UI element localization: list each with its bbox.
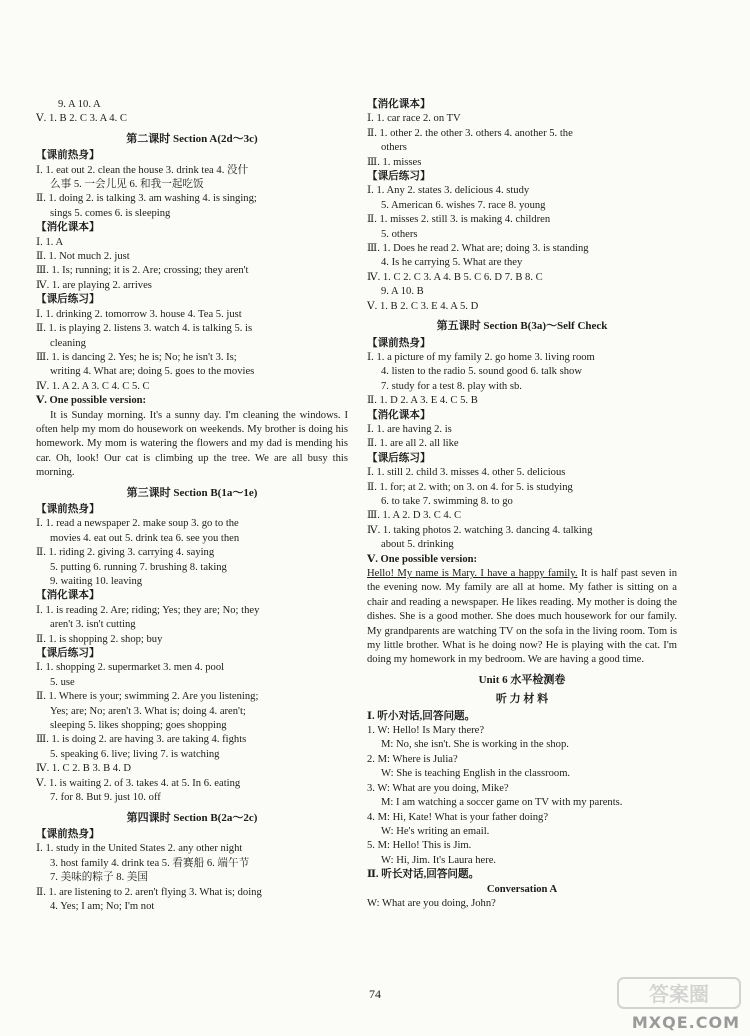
left-line: Ⅱ. 1. doing 2. is talking 3. am washing 4. is singing; <box>36 193 257 205</box>
watermark-text: 答案圈 <box>649 982 709 1006</box>
right-line: M: I am watching a soccer game on TV with my parents. <box>381 797 623 809</box>
right-line: Ⅲ. 1. Does he read 2. What are; doing 3. is standing <box>367 243 589 255</box>
left-line: Ⅰ. 1. drinking 2. tomorrow 3. house 4. Tea 5. just <box>36 308 242 320</box>
left-line: Ⅰ. 1. A <box>36 236 64 248</box>
right-line: about 5. drinking <box>381 539 454 551</box>
left-line: Ⅰ. 1. read a newspaper 2. make soup 3. go to the <box>36 518 239 530</box>
left-line: 第二课时 Section A(2d～3c) <box>126 132 258 145</box>
left-line: Ⅱ. 1. Where is your; swimming 2. Are you listening; <box>36 691 259 703</box>
left-line: sings 5. comes 6. is sleeping <box>50 207 171 219</box>
right-line: 【消化课本】 <box>367 409 431 421</box>
right-line: 5. others <box>381 228 418 240</box>
left-line: 【消化课本】 <box>36 590 100 602</box>
left-line: Ⅳ. 1. are playing 2. arrives <box>36 279 152 291</box>
right-line: 听 力 材 料 <box>495 693 549 706</box>
left-line: 9. A 10. A <box>58 99 101 110</box>
left-line: Ⅰ. 1. eat out 2. clean the house 3. drink tea 4. 没什 <box>36 164 249 176</box>
left-line: Ⅲ. 1. is doing 2. are having 3. are taking 4. fights <box>36 734 247 746</box>
right-line: 5. M: Hello! This is Jim. <box>367 840 472 852</box>
right-line: 4. listen to the radio 5. sound good 6. talk show <box>381 366 582 378</box>
left-line: Yes; are; No; aren't 3. What is; doing 4. aren't; <box>50 705 246 717</box>
left-line: 【消化课本】 <box>36 222 100 234</box>
right-line: Ⅱ. 1. are all 2. all like <box>367 438 459 450</box>
right-line: 【课后练习】 <box>367 452 431 464</box>
left-line: 第三课时 Section B(1a～1e) <box>126 486 258 499</box>
right-line: 6. to take 7. swimming 8. to go <box>381 495 513 507</box>
right-line: W: Hi, Jim. It's Laura here. <box>381 854 497 866</box>
right-line: 5. American 6. wishes 7. race 8. young <box>381 199 546 211</box>
left-line: Ⅱ. 1. Not much 2. just <box>36 251 130 263</box>
left-line: Ⅴ. One possible version: <box>36 395 147 407</box>
right-line: Ⅰ. 1. are having 2. is <box>367 423 452 435</box>
left-line: Ⅴ. 1. B 2. C 3. A 4. C <box>36 113 127 125</box>
left-line: Ⅱ. 1. riding 2. giving 3. carrying 4. saying <box>36 547 215 559</box>
left-line: sleeping 5. likes shopping; goes shopping <box>50 720 227 732</box>
right-line: 【消化课本】 <box>367 99 431 110</box>
right-line: Ⅱ. 1. D 2. A 3. E 4. C 5. B <box>367 395 478 407</box>
left-line: 【课后练习】 <box>36 294 100 306</box>
right-line: Ⅰ. 1. car race 2. on TV <box>367 113 461 125</box>
right-line: 4. M: Hi, Kate! What is your father doing? <box>367 811 549 823</box>
right-line: 7. study for a test 8. play with sb. <box>381 380 522 392</box>
right-line: 【课后练习】 <box>367 171 431 183</box>
left-line: Ⅲ. 1. is dancing 2. Yes; he is; No; he isn't 3. Is; <box>36 351 237 363</box>
page-number: 74 <box>369 987 381 1001</box>
right-line: Ⅱ. 听长对话,回答问题。 <box>367 869 480 881</box>
left-column <box>36 98 348 914</box>
left-line: 3. host family 4. drink tea 5. 看赛船 6. 端午节 <box>50 857 250 869</box>
left-line: Ⅳ. 1. A 2. A 3. C 4. C 5. C <box>36 380 150 392</box>
right-line: 【课前热身】 <box>367 337 431 349</box>
right-essay <box>367 567 677 668</box>
left-line: 【课前热身】 <box>36 150 100 162</box>
right-line: Conversation A <box>486 883 558 895</box>
right-essay-title: Hello! My name is Mary. I have a happy family. <box>367 568 578 579</box>
left-line: Ⅴ. 1. is waiting 2. of 3. takes 4. at 5. In 6. eating <box>36 777 241 789</box>
left-line: writing 4. What are; doing 5. goes to the movies <box>50 366 255 378</box>
right-line: 3. W: What are you doing, Mike? <box>367 782 509 794</box>
right-line: Ⅱ. 1. misses 2. still 3. is making 4. children <box>367 214 551 226</box>
left-line: Ⅰ. 1. is reading 2. Are; riding; Yes; they are; No; they <box>36 604 260 616</box>
right-line: Ⅰ. 1. Any 2. states 3. delicious 4. study <box>367 185 530 197</box>
left-line: movies 4. eat out 5. drink tea 6. see you then <box>50 532 240 544</box>
left-line: 么事 5. 一会儿见 6. 和我一起吃饭 <box>50 179 204 191</box>
left-line: 5. speaking 6. live; living 7. is watching <box>50 748 220 760</box>
right-line: Ⅰ. 听小对话,回答问题。 <box>367 710 476 722</box>
left-line: Ⅰ. 1. study in the United States 2. any other night <box>36 843 243 855</box>
left-line: Ⅲ. 1. Is; running; it is 2. Are; crossing; they aren't <box>36 265 249 277</box>
left-line: 9. waiting 10. leaving <box>50 576 143 587</box>
right-line: 1. W: Hello! Is Mary there? <box>367 725 485 737</box>
left-line: Ⅱ. 1. is shopping 2. shop; buy <box>36 633 163 645</box>
right-line: 第五课时 Section B(3a)～Self Check <box>436 320 608 333</box>
left-line: 【课前热身】 <box>36 503 100 515</box>
left-line: Ⅳ. 1. C 2. B 3. B 4. D <box>36 763 132 775</box>
right-line: M: No, she isn't. She is working in the shop. <box>381 739 569 751</box>
left-line: 7. 美味的粽子 8. 美国 <box>50 872 148 884</box>
left-line: Ⅰ. 1. shopping 2. supermarket 3. men 4. pool <box>36 662 225 674</box>
left-line: cleaning <box>50 337 86 349</box>
left-line: aren't 3. isn't cutting <box>50 619 136 631</box>
right-line: Ⅰ. 1. a picture of my family 2. go home 3. living room <box>367 351 595 363</box>
right-line: others <box>381 142 407 154</box>
left-line: 5. use <box>50 676 75 688</box>
right-essay-body: It is half past seven in the evening now. My family are all at home. My father is sitting on a chair and reading a newspaper. He likes reading. My mother is doing the dishes. She is a good mother. She does much housework for our family. My grandparents are watching TV on the sofa in the living room. Tom is my little brother. What is he doing now? He is playing with the cat. I'm doing my homework in my bedroom. We are having a good time. <box>367 568 677 666</box>
left-line: 7. for 8. But 9. just 10. off <box>50 792 161 804</box>
left-line: 【课前热身】 <box>36 828 100 840</box>
right-line: 2. M: Where is Julia? <box>367 753 458 765</box>
right-line: Ⅳ. 1. C 2. C 3. A 4. B 5. C 6. D 7. B 8. C <box>367 271 543 283</box>
right-line: Ⅴ. One possible version: <box>367 553 478 565</box>
right-line: Ⅰ. 1. still 2. child 3. misses 4. other 5. delicious <box>367 467 566 479</box>
right-line: W: She is teaching English in the classroom. <box>381 768 571 780</box>
left-line: 【课后练习】 <box>36 648 100 660</box>
left-line: 5. putting 6. running 7. brushing 8. taking <box>50 561 227 573</box>
right-line: Ⅳ. 1. taking photos 2. watching 3. dancing 4. talking <box>367 524 593 536</box>
right-line: W: What are you doing, John? <box>367 897 496 909</box>
right-line: Unit 6 水平检测卷 <box>478 673 566 686</box>
right-line: Ⅴ. 1. B 2. C 3. E 4. A 5. D <box>367 300 479 312</box>
right-column <box>367 98 677 911</box>
right-line: Ⅱ. 1. for; at 2. with; on 3. on 4. for 5. is studying <box>367 481 573 493</box>
right-line: Ⅲ. 1. misses <box>367 156 422 168</box>
right-line: Ⅲ. 1. A 2. D 3. C 4. C <box>367 510 462 522</box>
left-line: Ⅱ. 1. are listening to 2. aren't flying 3. What is; doing <box>36 886 262 898</box>
right-line: 4. Is he carrying 5. What are they <box>381 257 523 269</box>
right-line: Ⅱ. 1. other 2. the other 3. others 4. another 5. the <box>367 127 573 139</box>
watermark-url: MXQE.COM <box>631 1012 740 1032</box>
left-essay: It is Sunday morning. It's a sunny day. I'm cleaning the windows. I often help my mom do housework on weekends. My brother is doing his homework. My mom is watering the flowers and my dad is mending his car. Oh, look! Our cat is climbing up the tree. We are all busy this morning. <box>36 409 348 479</box>
right-line: W: He's writing an email. <box>381 825 490 837</box>
left-line: 4. Yes; I am; No; I'm not <box>50 900 155 912</box>
left-line: Ⅱ. 1. is playing 2. listens 3. watch 4. is talking 5. is <box>36 323 253 335</box>
left-line: 第四课时 Section B(2a～2c) <box>126 811 258 824</box>
right-line: 9. A 10. B <box>381 286 424 298</box>
